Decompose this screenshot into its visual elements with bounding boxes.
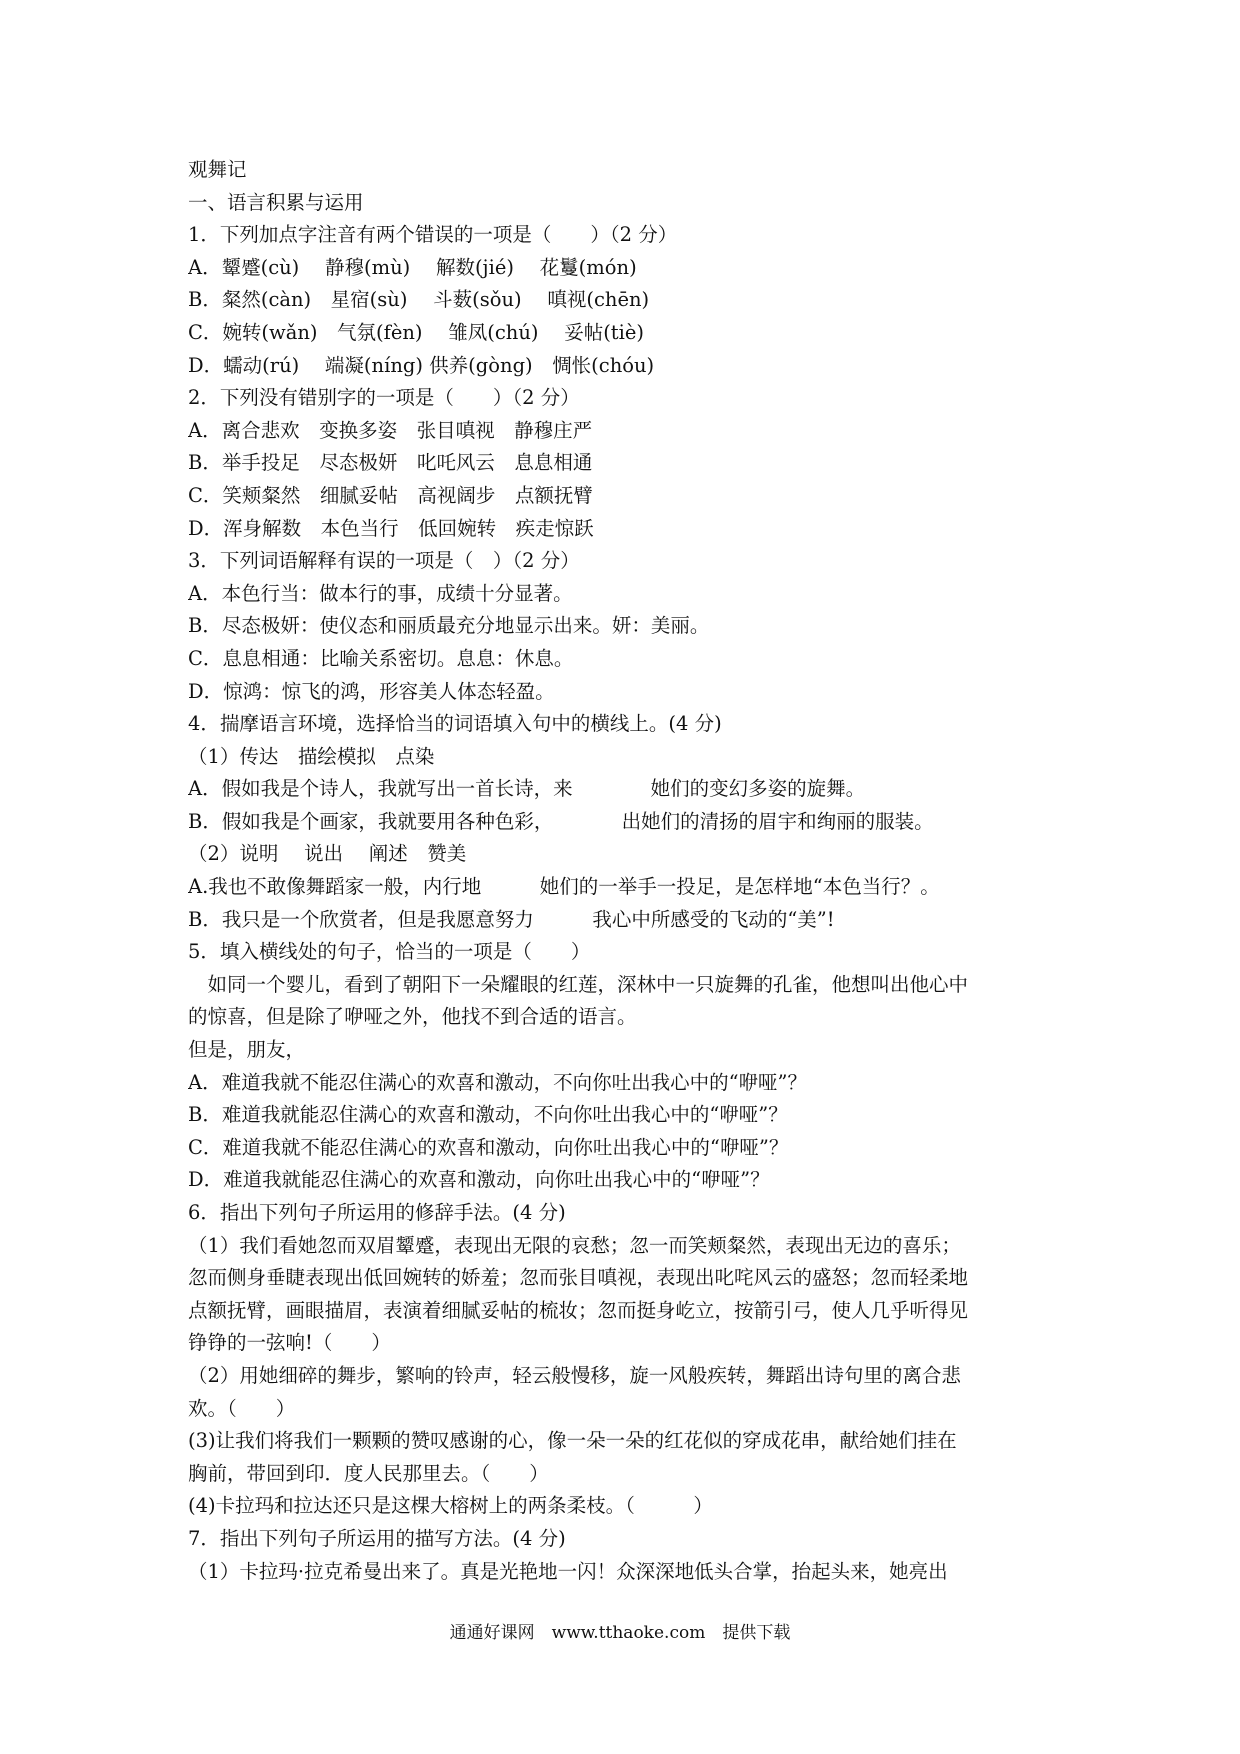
text-line: 忽而侧身垂睫表现出低回婉转的娇羞；忽而张目嗔视，表现出叱咤风云的盛怒；忽而轻柔地 — [188, 1266, 969, 1290]
text-line: 5．填入横线处的句子，恰当的一项是（ ） — [188, 940, 591, 964]
text-line: 点额抚臂，画眼描眉，表演着细腻妥帖的梳妆；忽而挺身屹立，按箭引弓，使人几乎听得见 — [188, 1298, 969, 1322]
text-line: C．息息相通：比喻关系密切。息息：休息。 — [188, 646, 574, 670]
text-line: 6．指出下列句子所运用的修辞手法。(4 分) — [188, 1201, 566, 1224]
text-line: （1）传达 描绘模拟 点染 — [188, 744, 435, 768]
text-line: D．惊鸿：惊飞的鸿，形容美人体态轻盈。 — [188, 679, 555, 703]
text-line: C．笑颊粲然 细腻妥帖 高视阔步 点额抚臂 — [188, 483, 593, 507]
text-line: B．假如我是个画家，我就要用各种色彩， 出她们的清扬的眉宇和绚丽的服装。 — [188, 809, 934, 833]
text-line: 欢。（ ） — [188, 1396, 296, 1420]
text-line: D．难道我就能忍住满心的欢喜和激动，向你吐出我心中的“咿哑”？ — [188, 1168, 770, 1192]
text-line: 但是，朋友， — [188, 1038, 306, 1062]
text-line: 胸前，带回到印．度人民那里去。（ ） — [188, 1461, 549, 1485]
text-line: (3)让我们将我们一颗颗的赞叹感谢的心，像一朵一朵的红花似的穿成花串，献给她们挂在 — [188, 1429, 957, 1453]
text-line: 的惊喜，但是除了咿哑之外，他找不到合适的语言。 — [188, 1005, 637, 1029]
text-line: （2）用她细碎的舞步，繁响的铃声，轻云般慢移，旋一风般疾转，舞蹈出诗句里的离合悲 — [188, 1363, 961, 1387]
text-line: （2）说明 说出 阐述 赞美 — [188, 842, 467, 866]
text-line: A.我也不敢像舞蹈家一般，内行地 她们的一举手一投足，是怎样地“本色当行？。 — [188, 875, 940, 899]
text-line: B．举手投足 尽态极妍 叱吒风云 息息相通 — [188, 451, 593, 475]
document-body — [188, 154, 1068, 1588]
text-line: B．我只是一个欣赏者，但是我愿意努力 我心中所感受的飞动的“美”! — [188, 907, 835, 931]
text-line: A．难道我就不能忍住满心的欢喜和激动，不向你吐出我心中的“咿哑”？ — [188, 1070, 808, 1094]
text-line: 4．揣摩语言环境，选择恰当的词语填入句中的横线上。(4 分) — [188, 712, 722, 736]
text-line: D．蠕动(rú) 端凝(níng) 供养(gòng) 惆怅(chóu) — [188, 353, 655, 377]
text-line: C．难道我就不能忍住满心的欢喜和激动，向你吐出我心中的“咿哑”？ — [188, 1135, 789, 1159]
text-line: 7．指出下列句子所运用的描写方法。(4 分) — [188, 1526, 566, 1550]
text-line: (4)卡拉玛和拉达还只是这棵大榕树上的两条柔枝。（ ） — [188, 1494, 713, 1518]
text-line: 如同一个婴儿，看到了朝阳下一朵耀眼的红莲，深林中一只旋舞的孔雀，他想叫出他心中 — [188, 972, 969, 996]
text-line: B．粲然(càn) 星宿(sù) 斗薮(sǒu) 嗔视(chēn) — [188, 288, 650, 312]
text-line: （1）我们看她忽而双眉颦蹙，表现出无限的哀愁；忽一而笑颊粲然，表现出无边的喜乐； — [188, 1233, 961, 1257]
text-line: D．浑身解数 本色当行 低回婉转 疾走惊跃 — [188, 516, 594, 540]
text-line: 3．下列词语解释有误的一项是（ ）（2 分） — [188, 549, 580, 573]
text-line: 2．下列没有错别字的一项是（ ）（2 分） — [188, 386, 580, 410]
document-title: 观舞记 — [188, 158, 247, 181]
text-line: （1）卡拉玛·拉克希曼出来了。真是光艳地一闪！众深深地低头合掌，抬起头来，她亮出 — [188, 1559, 948, 1583]
text-line: 一、语言积累与运用 — [188, 190, 364, 214]
text-line: A．假如我是个诗人，我就写出一首长诗，来 她们的变幻多姿的旋舞。 — [188, 777, 866, 801]
text-line: 铮铮的一弦响!（ ） — [188, 1331, 391, 1355]
text-line: A．颦蹙(cù) 静穆(mù) 解数(jié) 花鬘(món) — [188, 255, 637, 279]
page-footer: 通通好课网 www.tthaoke.com 提供下载 — [449, 1623, 791, 1643]
text-line: 1．下列加点字注音有两个错误的一项是（ ）（2 分） — [188, 223, 678, 247]
text-line: A．本色行当：做本行的事，成绩十分显著。 — [188, 581, 573, 605]
text-line: B．尽态极妍：使仪态和丽质最充分地显示出来。妍：美丽。 — [188, 614, 710, 638]
text-line: C．婉转(wǎn) 气氛(fèn) 雏凤(chú) 妥帖(tiè) — [188, 320, 645, 344]
text-line: B．难道我就能忍住满心的欢喜和激动，不向你吐出我心中的“咿哑”？ — [188, 1103, 788, 1127]
text-line: A．离合悲欢 变换多姿 张目嗔视 静穆庄严 — [188, 418, 593, 442]
